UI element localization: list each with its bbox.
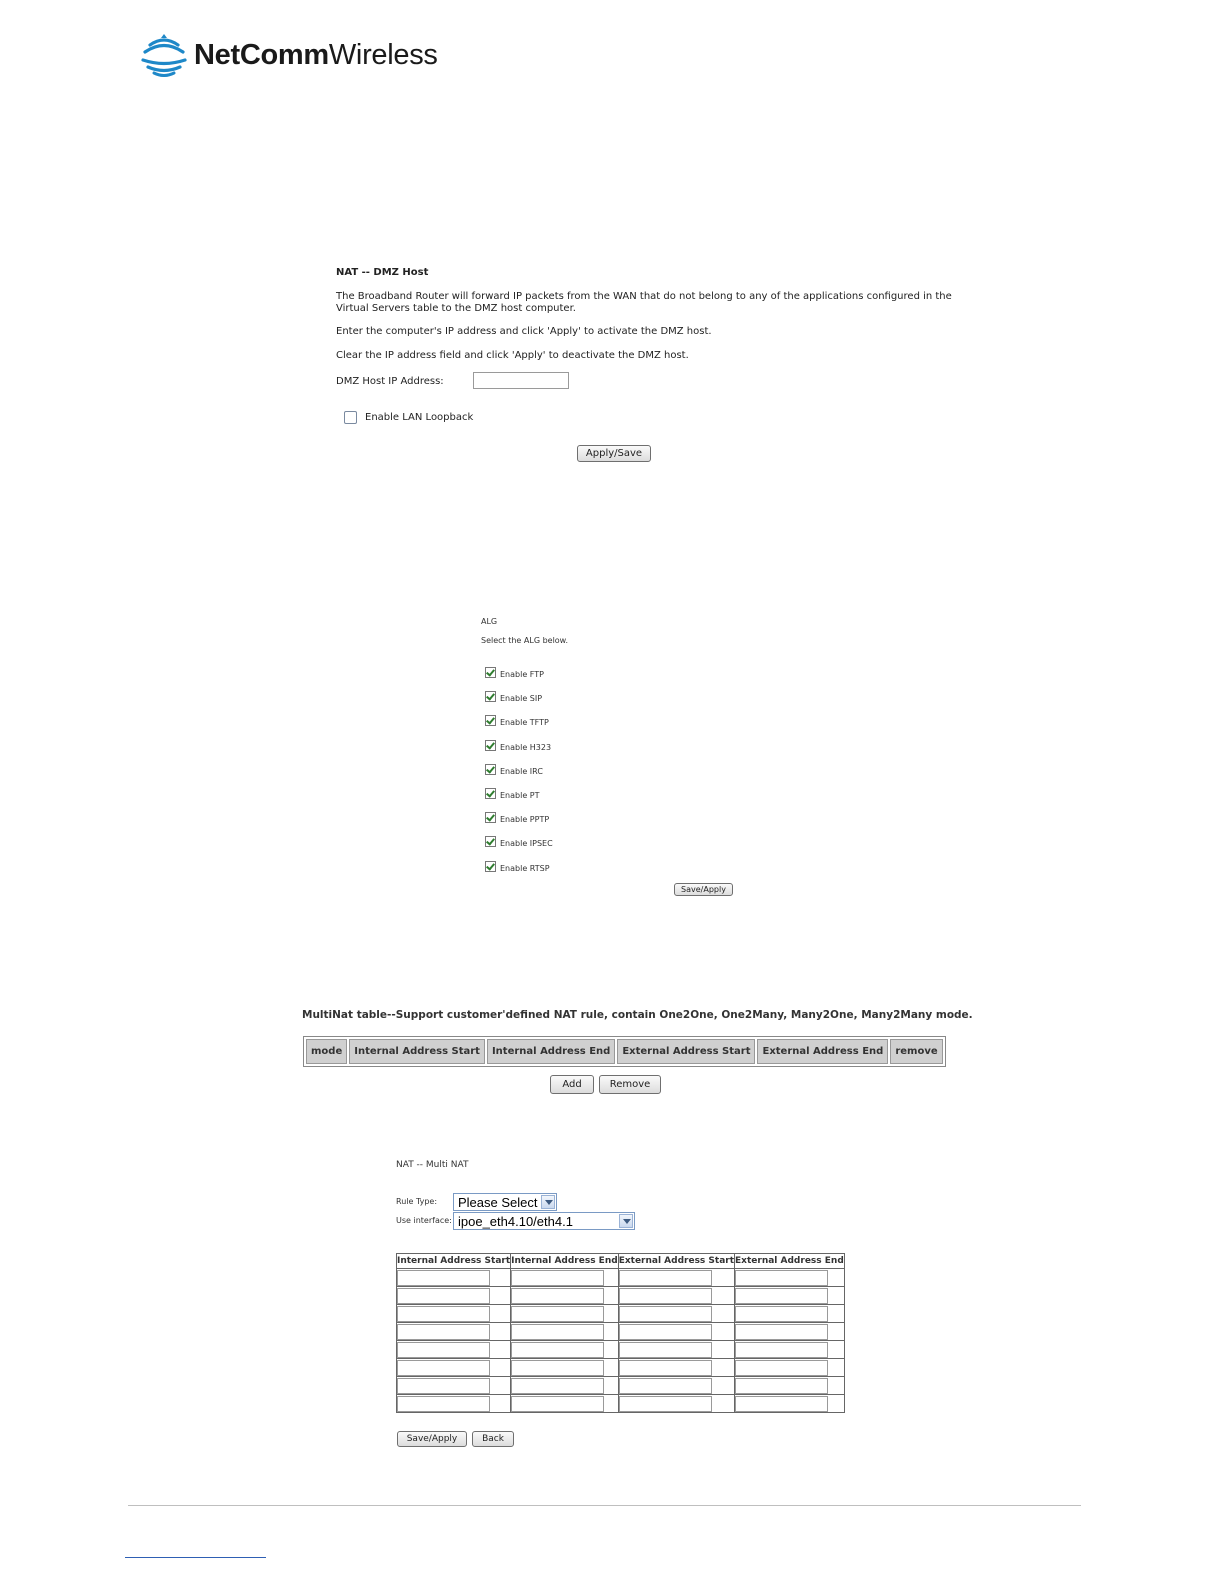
rule-cell: [397, 1377, 511, 1395]
rule-address-input[interactable]: [619, 1342, 712, 1358]
rule-address-input[interactable]: [511, 1396, 604, 1412]
remove-button[interactable]: Remove: [599, 1075, 661, 1094]
rule-cell: [735, 1269, 845, 1287]
rule-row: [397, 1359, 845, 1377]
rule-cell: [735, 1359, 845, 1377]
alg-item: [485, 811, 549, 824]
rule-cell: [397, 1341, 511, 1359]
rule-row: [397, 1377, 845, 1395]
multinat-column-header: External Address End: [757, 1039, 888, 1064]
rule-address-input[interactable]: [735, 1342, 828, 1358]
lan-loopback-label: Enable LAN Loopback: [365, 412, 474, 423]
multinat-column-header: Internal Address End: [487, 1039, 615, 1064]
back-button[interactable]: Back: [472, 1431, 514, 1447]
rule-column-header: External Address Start: [618, 1254, 734, 1269]
chevron-down-icon: [541, 1195, 555, 1209]
multinat-table: [303, 1036, 946, 1067]
multinat-rule-table: [396, 1253, 845, 1413]
rule-cell: [511, 1269, 619, 1287]
rule-type-select[interactable]: [453, 1193, 557, 1211]
rule-cell: [511, 1341, 619, 1359]
rule-address-input[interactable]: [619, 1360, 712, 1376]
multinat-column-header: mode: [306, 1039, 347, 1064]
rule-cell: [618, 1305, 734, 1323]
rule-body: [397, 1269, 845, 1413]
rule-address-input[interactable]: [511, 1270, 604, 1286]
rule-cell: [618, 1341, 734, 1359]
rule-address-input[interactable]: [511, 1360, 604, 1376]
interface-value: ipoe_eth4.10/eth4.1: [458, 1213, 573, 1229]
rule-address-input[interactable]: [619, 1288, 712, 1304]
rule-address-input[interactable]: [397, 1288, 490, 1304]
rule-address-input[interactable]: [735, 1324, 828, 1340]
wifi-logo-icon: [140, 33, 188, 77]
brand-regular: Wireless: [328, 38, 438, 71]
dmz-desc-3: Enter the computer's IP address and click 'Apply' to activate the DMZ host.: [336, 326, 712, 337]
interface-select[interactable]: [453, 1212, 635, 1230]
rule-cell: [618, 1359, 734, 1377]
rule-cell: [735, 1395, 845, 1413]
multinat-title: MultiNat table--Support customer'defined NAT rule, contain One2One, One2Many, Many2One, Many2Many mode.: [302, 1009, 973, 1021]
rule-column-header: External Address End: [735, 1254, 845, 1269]
alg-item: [485, 690, 542, 703]
alg-item: [485, 835, 553, 848]
rule-cell: [397, 1269, 511, 1287]
rule-column-header: Internal Address Start: [397, 1254, 511, 1269]
rule-row: [397, 1305, 845, 1323]
rule-cell: [397, 1305, 511, 1323]
alg-label: Enable SIP: [500, 694, 543, 704]
dmz-apply-save-button[interactable]: Apply/Save: [577, 445, 651, 462]
alg-checkbox[interactable]: [485, 715, 496, 726]
rule-cell: [735, 1341, 845, 1359]
rule-cell: [735, 1287, 845, 1305]
interface-label: Use interface:: [396, 1216, 452, 1225]
alg-checkbox[interactable]: [485, 788, 496, 799]
multinat-form-title: NAT -- Multi NAT: [396, 1160, 469, 1170]
rule-row: [397, 1341, 845, 1359]
rule-address-input[interactable]: [619, 1306, 712, 1322]
rule-cell: [618, 1395, 734, 1413]
rule-address-input[interactable]: [735, 1288, 828, 1304]
add-button[interactable]: Add: [550, 1075, 594, 1094]
rule-address-input[interactable]: [735, 1306, 828, 1322]
alg-label: Enable PPTP: [500, 815, 550, 825]
rule-address-input[interactable]: [397, 1396, 490, 1412]
rule-cell: [618, 1323, 734, 1341]
dmz-desc-1: The Broadband Router will forward IP packets from the WAN that do not belong to any of the applications configured in the: [336, 291, 952, 302]
rule-cell: [618, 1377, 734, 1395]
rule-address-input[interactable]: [619, 1270, 712, 1286]
rule-type-value: Please Select: [458, 1194, 538, 1210]
brand-name: [194, 39, 438, 72]
alg-checkbox[interactable]: [485, 667, 496, 678]
chevron-down-icon: [619, 1214, 633, 1228]
rule-cell: [511, 1359, 619, 1377]
netcomm-logo: [140, 32, 438, 78]
rule-cell: [397, 1287, 511, 1305]
rule-address-input[interactable]: [619, 1324, 712, 1340]
rule-row: [397, 1269, 845, 1287]
rule-address-input[interactable]: [735, 1378, 828, 1394]
rule-cell: [618, 1269, 734, 1287]
rule-cell: [618, 1287, 734, 1305]
alg-item: [485, 763, 543, 776]
rule-address-input[interactable]: [511, 1378, 604, 1394]
dmz-ip-input[interactable]: [473, 372, 569, 389]
rule-address-input[interactable]: [397, 1360, 490, 1376]
rule-cell: [735, 1323, 845, 1341]
dmz-desc-2: Virtual Servers table to the DMZ host computer.: [336, 303, 576, 314]
rule-cell: [511, 1395, 619, 1413]
rule-cell: [735, 1377, 845, 1395]
alg-label: Enable PT: [500, 791, 540, 800]
multinat-save-apply-button[interactable]: Save/Apply: [397, 1431, 467, 1447]
alg-subtitle: Select the ALG below.: [481, 636, 569, 645]
alg-checkbox[interactable]: [485, 691, 496, 702]
alg-title: ALG: [481, 617, 498, 626]
multinat-column-header: Internal Address Start: [349, 1039, 485, 1064]
rule-address-input[interactable]: [511, 1288, 604, 1304]
rule-header-row: [397, 1254, 845, 1269]
rule-address-input[interactable]: [397, 1342, 490, 1358]
rule-cell: [511, 1377, 619, 1395]
rule-type-label: Rule Type:: [396, 1197, 438, 1206]
rule-address-input[interactable]: [397, 1378, 490, 1394]
alg-label: Enable TFTP: [500, 718, 549, 728]
multinat-column-header: External Address Start: [617, 1039, 755, 1064]
alg-checkbox[interactable]: [485, 836, 496, 847]
rule-cell: [397, 1359, 511, 1377]
dmz-ip-label: DMZ Host IP Address:: [336, 376, 444, 387]
dmz-desc-4: Clear the IP address field and click 'Apply' to deactivate the DMZ host.: [336, 350, 689, 361]
rule-address-input[interactable]: [397, 1306, 490, 1322]
rule-address-input[interactable]: [511, 1342, 604, 1358]
alg-item: [485, 666, 544, 679]
alg-item: [485, 787, 540, 800]
rule-address-input[interactable]: [619, 1396, 712, 1412]
alg-save-apply-button[interactable]: Save/Apply: [674, 883, 733, 896]
rule-cell: [511, 1287, 619, 1305]
rule-address-input[interactable]: [511, 1306, 604, 1322]
alg-item: [485, 714, 549, 727]
rule-cell: [397, 1323, 511, 1341]
footer-divider: [128, 1505, 1081, 1506]
footer-link-underline: [125, 1557, 266, 1558]
rule-address-input[interactable]: [397, 1324, 490, 1340]
alg-checkbox[interactable]: [485, 861, 496, 872]
alg-label: Enable FTP: [500, 670, 544, 679]
alg-checkbox[interactable]: [485, 740, 496, 751]
alg-item: [485, 739, 551, 752]
multinat-header-row: [306, 1039, 943, 1064]
lan-loopback-checkbox[interactable]: [344, 411, 357, 424]
alg-label: Enable IRC: [500, 766, 543, 776]
rule-cell: [511, 1305, 619, 1323]
rule-address-input[interactable]: [735, 1270, 828, 1286]
rule-address-input[interactable]: [735, 1360, 828, 1376]
rule-cell: [397, 1395, 511, 1413]
rule-cell: [511, 1323, 619, 1341]
rule-cell: [735, 1305, 845, 1323]
rule-row: [397, 1323, 845, 1341]
rule-address-input[interactable]: [619, 1378, 712, 1394]
alg-label: Enable H323: [500, 742, 552, 752]
alg-label: Enable IPSEC: [500, 839, 553, 849]
alg-checkbox[interactable]: [485, 764, 496, 775]
brand-bold: NetComm: [194, 38, 329, 71]
rule-row: [397, 1395, 845, 1413]
rule-address-input[interactable]: [735, 1396, 828, 1412]
alg-label: Enable RTSP: [500, 863, 550, 873]
rule-address-input[interactable]: [397, 1270, 490, 1286]
rule-address-input[interactable]: [511, 1324, 604, 1340]
alg-checkbox[interactable]: [485, 812, 496, 823]
alg-item: [485, 860, 550, 873]
dmz-title: NAT -- DMZ Host: [336, 267, 429, 278]
rule-column-header: Internal Address End: [511, 1254, 619, 1269]
rule-row: [397, 1287, 845, 1305]
multinat-column-header: remove: [890, 1039, 942, 1064]
